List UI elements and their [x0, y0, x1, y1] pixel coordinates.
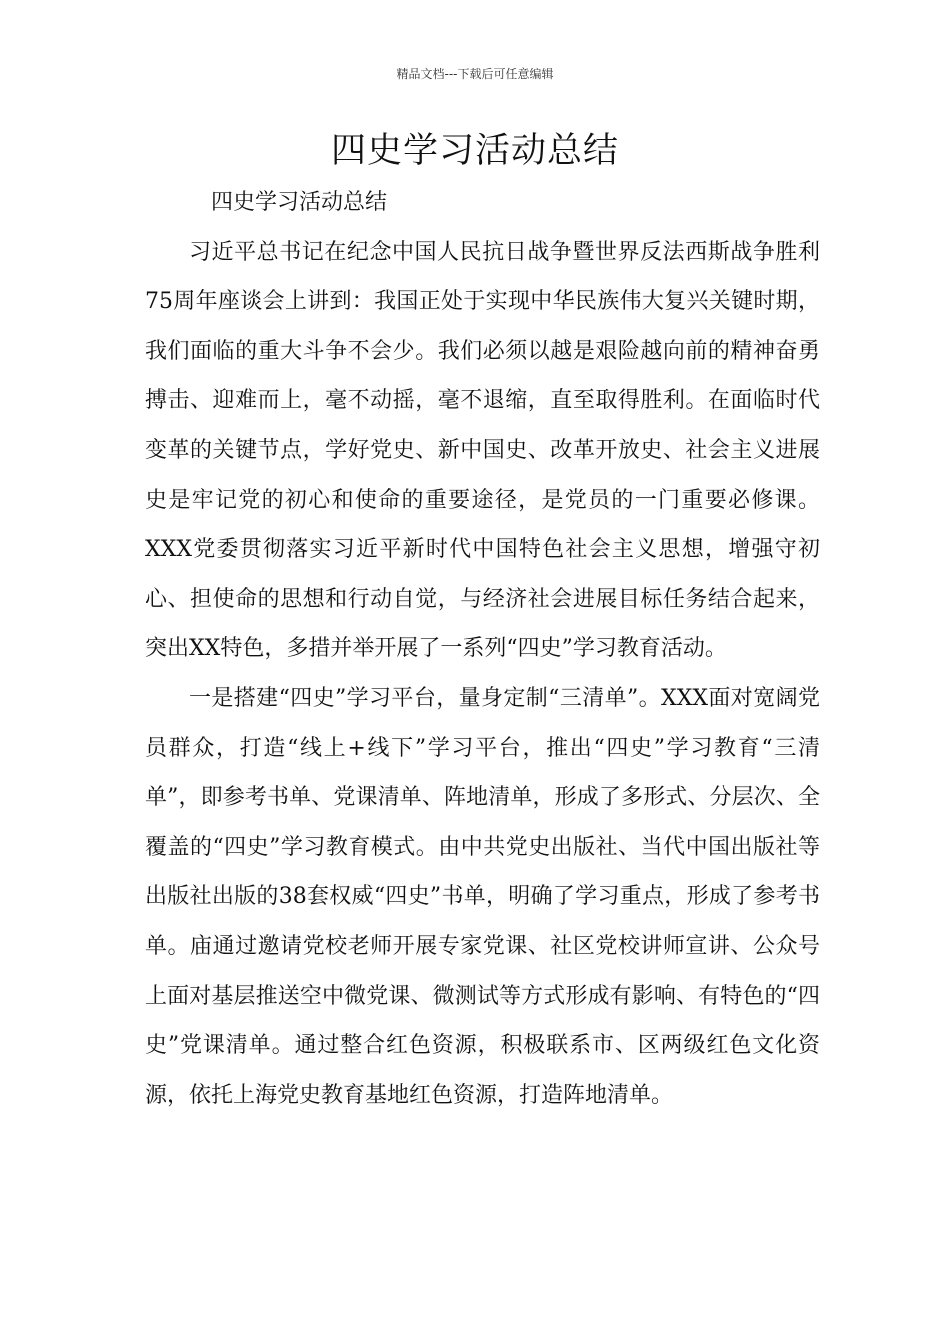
- paragraph-platform: 一是搭建“四史”学习平台，量身定制“三清单”。XXX面对宽阔党员群众，打造“线上+线下”学习平台，推出“四史”学习教育“三清单”，即参考书单、党课清单、阵地清单，形成了多形式、分层次、全覆盖的“四史”学习教育模式。由中共党史出版社、当代中国出版社等出版社出版的38套权威“四史”书单，明确了学习重点，形成了参考书单。庙通过邀请党校老师开展专家党课、社区党校讲师宣讲、公众号上面对基层推送空中微党课、微测试等方式形成有影响、有特色的“四史”党课清单。通过整合红色资源，积极联系市、区两级红色文化资源，依托上海党史教育基地红色资源，打造阵地清单。: [145, 685, 820, 1108]
- document-title: 四史学习活动总结: [330, 131, 619, 171]
- paragraph-intro: 习近平总书记在纪念中国人民抗日战争暨世界反法西斯战争胜利75周年座谈会上讲到：我国正处于实现中华民族伟大复兴关键时期，我们面临的重大斗争不会少。我们必须以越是艰险越向前的精神奋勇搏击、迎难而上，毫不动摇，毫不退缩，直至取得胜利。在面临时代变革的关键节点，学好党史、新中国史、改革开放史、社会主义进展史是牢记党的初心和使命的重要途径，是党员的一门重要必修课。XXX党委贯彻落实习近平新时代中国特色社会主义思想，增强守初心、担使命的思想和行动自觉，与经济社会进展目标任务结合起来，突出XX特色，多措并举开展了一系列“四史”学习教育活动。: [145, 239, 820, 662]
- document-body: [145, 178, 820, 1120]
- document-subtitle: 四史学习活动总结: [211, 190, 388, 215]
- page-header: 精品文档---下载后可任意编辑: [396, 67, 554, 81]
